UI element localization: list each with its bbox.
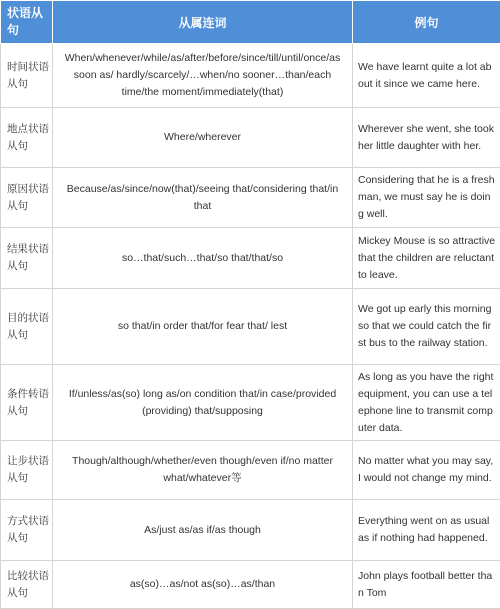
example-cell: As long as you have the right equipment, you can use a telephone line to transmit computer data. [353, 365, 500, 441]
conjunctions-cell: so…that/such…that/so that/that/so [53, 228, 353, 289]
clause-type-cell: 条件转语从句 [1, 365, 53, 441]
clause-type-cell: 让步状语从句 [1, 441, 53, 500]
conjunctions-cell: Though/although/whether/even though/even if/no matter what/whatever等 [53, 441, 353, 500]
conjunctions-cell: so that/in order that/for fear that/ lest [53, 289, 353, 365]
header-clause-type: 状语从句 [1, 1, 53, 44]
example-cell: Mickey Mouse is so attractive that the children are reluctant to leave. [353, 228, 500, 289]
table-row [1, 441, 500, 500]
clause-type-cell: 目的状语从句 [1, 289, 53, 365]
table-row [1, 44, 500, 108]
clause-type-cell: 时间状语从句 [1, 44, 53, 108]
table-row [1, 108, 500, 168]
table-row [1, 168, 500, 228]
table-row [1, 289, 500, 365]
table-row [1, 500, 500, 561]
conjunctions-cell: as(so)…as/not as(so)…as/than [53, 561, 353, 609]
example-cell: Wherever she went, she took her little daughter with her. [353, 108, 500, 168]
conjunctions-cell: As/just as/as if/as though [53, 500, 353, 561]
table-row [1, 561, 500, 609]
example-cell: Everything went on as usual as if nothing had happened. [353, 500, 500, 561]
example-cell: Considering that he is a freshman, we must say he is doing well. [353, 168, 500, 228]
conjunctions-cell: When/whenever/while/as/after/before/since/till/until/once/as soon as/ hardly/scarcely/…when/no sooner…than/each time/the moment/immediately(that) [53, 44, 353, 108]
conjunctions-cell: Where/wherever [53, 108, 353, 168]
example-cell: We got up early this morning so that we could catch the first bus to the railway station. [353, 289, 500, 365]
header-conjunctions: 从属连词 [53, 1, 353, 44]
header-example: 例句 [353, 1, 500, 44]
conjunctions-cell: Because/as/since/now(that)/seeing that/considering that/in that [53, 168, 353, 228]
example-cell: John plays football better than Tom [353, 561, 500, 609]
clause-type-cell: 原因状语从句 [1, 168, 53, 228]
table-row [1, 365, 500, 441]
example-cell: We have learnt quite a lot about it since we came here. [353, 44, 500, 108]
clause-type-cell: 地点状语从句 [1, 108, 53, 168]
clause-type-cell: 方式状语从句 [1, 500, 53, 561]
table-row [1, 228, 500, 289]
clause-type-cell: 比较状语从句 [1, 561, 53, 609]
header-row [1, 1, 500, 44]
clause-type-cell: 结果状语从句 [1, 228, 53, 289]
conjunctions-cell: If/unless/as(so) long as/on condition that/in case/provided (providing) that/supposing [53, 365, 353, 441]
example-cell: No matter what you may say, I would not change my mind. [353, 441, 500, 500]
